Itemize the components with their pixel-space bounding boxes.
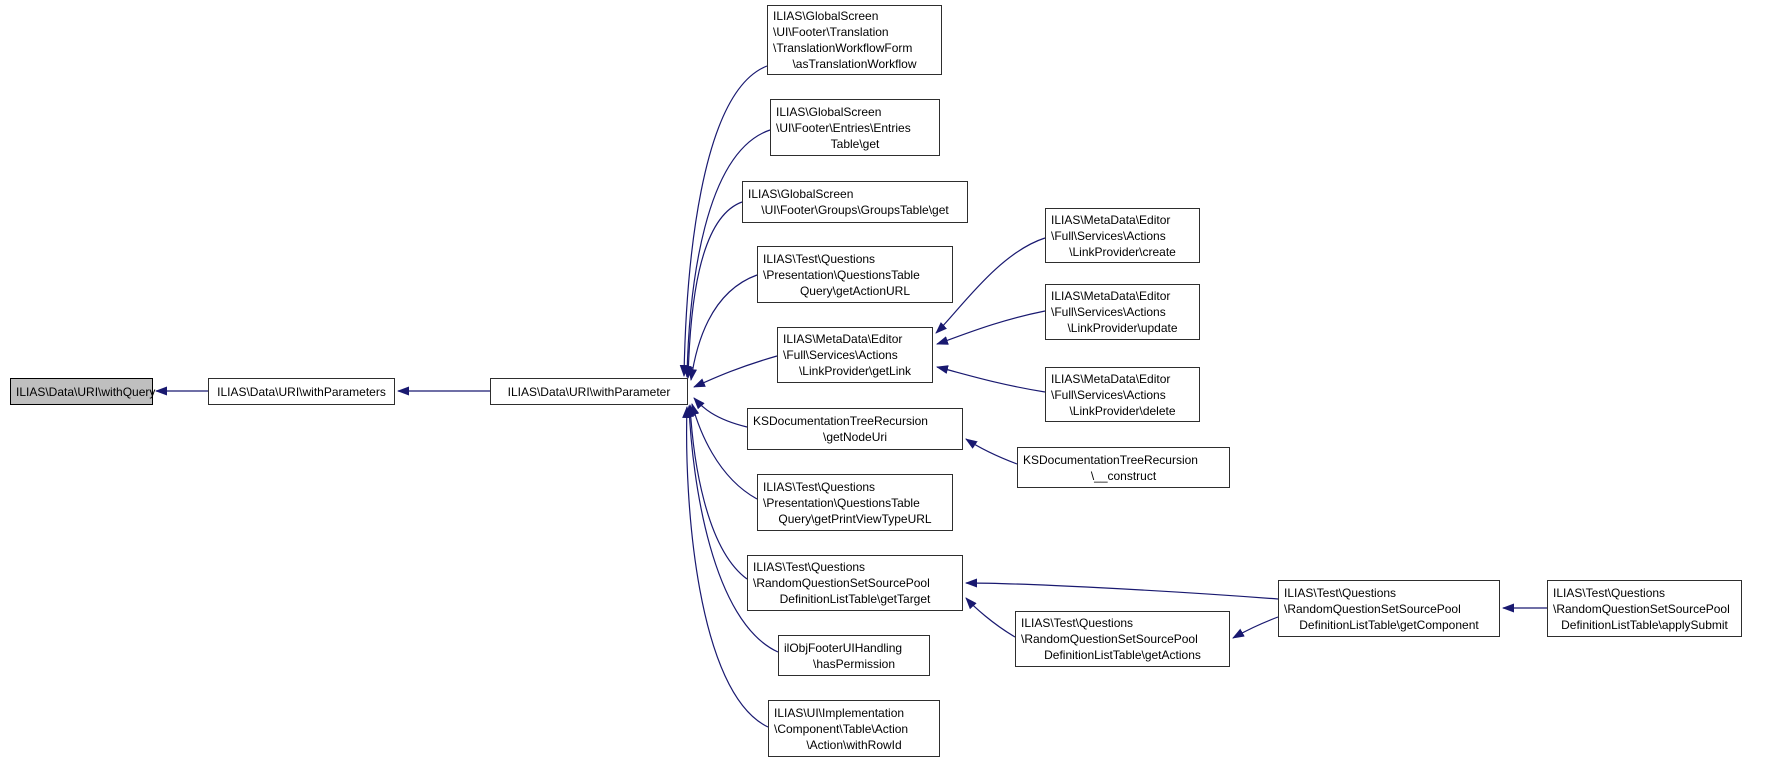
- node-label: \Presentation\QuestionsTable: [763, 267, 920, 282]
- node-label: DefinitionListTable\getActions: [1044, 648, 1201, 662]
- node-label: \Component\Table\Action: [774, 721, 909, 736]
- node-label: \LinkProvider\getLink: [798, 364, 912, 378]
- node-label: \RandomQuestionSetSourcePool: [1021, 632, 1198, 646]
- node-label: \Full\Services\Actions: [1051, 305, 1166, 319]
- node-ks-construct[interactable]: [1017, 447, 1230, 488]
- node-label: \UI\Footer\Translation: [773, 25, 889, 39]
- node-label: \getNodeUri: [822, 430, 888, 444]
- node-label: ILIAS\GlobalScreen: [773, 9, 879, 23]
- node-label: \UI\Footer\Groups\GroupsTable\get: [761, 203, 949, 217]
- node-label: ILIAS\GlobalScreen: [748, 187, 854, 201]
- node-label: DefinitionListTable\applySubmit: [1561, 617, 1728, 632]
- edge-getTarget-withParameter: [690, 405, 747, 579]
- node-label: \__construct: [1090, 468, 1157, 483]
- node-label: \LinkProvider\update: [1067, 321, 1178, 335]
- node-get-component[interactable]: [1278, 580, 1500, 637]
- edge-getLink-withParameter: [694, 356, 777, 387]
- node-label: ILIAS\UI\Implementation: [774, 705, 905, 720]
- edge-getComponent-getTarget: [966, 583, 1278, 599]
- node-with-parameters[interactable]: [208, 378, 395, 405]
- node-get-node-uri[interactable]: [747, 408, 963, 450]
- node-label: ILIAS\Test\Questions: [1021, 616, 1134, 630]
- node-label: \RandomQuestionSetSourcePool: [753, 576, 930, 590]
- edge-getActions-getTarget: [966, 598, 1015, 637]
- edge-getComponent-getActions: [1233, 617, 1278, 638]
- node-label: KSDocumentationTreeRecursion: [753, 414, 928, 428]
- node-label: ILIAS\MetaData\Editor: [1051, 371, 1171, 386]
- node-apply-submit[interactable]: [1547, 580, 1742, 637]
- node-label: ILIAS\MetaData\Editor: [1051, 212, 1171, 227]
- node-label: ILIAS\Data\URI\withParameter: [507, 384, 671, 399]
- node-label: ilObjFooterUIHandling: [784, 640, 903, 655]
- node-label: \RandomQuestionSetSourcePool: [1553, 601, 1730, 616]
- node-label: \Presentation\QuestionsTable: [763, 495, 920, 510]
- node-label: \RandomQuestionSetSourcePool: [1284, 601, 1461, 616]
- node-label: ILIAS\MetaData\Editor: [783, 332, 903, 346]
- node-label: ILIAS\Test\Questions: [763, 479, 876, 494]
- node-label: \asTranslationWorkflow: [792, 57, 917, 71]
- node-label: ILIAS\Test\Questions: [1553, 585, 1666, 600]
- node-entries-table-get[interactable]: [770, 99, 940, 156]
- node-label: \LinkProvider\create: [1069, 244, 1176, 259]
- node-label: \Action\withRowId: [806, 737, 902, 752]
- node-label: ILIAS\MetaData\Editor: [1051, 289, 1171, 303]
- edge-linkProviderDelete-getLink: [937, 367, 1045, 392]
- edge-getActionURL-withParameter: [691, 275, 757, 380]
- node-label: ILIAS\Data\URI\withQuery: [16, 384, 156, 399]
- node-label: Table\get: [830, 136, 880, 151]
- node-get-target[interactable]: [747, 555, 963, 611]
- node-label: Query\getActionURL: [799, 283, 911, 298]
- edge-getNodeUri-withParameter: [694, 398, 747, 427]
- node-label: KSDocumentationTreeRecursion: [1023, 452, 1198, 467]
- node-link-provider-update[interactable]: [1045, 284, 1200, 340]
- node-has-permission[interactable]: [778, 635, 930, 676]
- node-get-actions[interactable]: [1015, 611, 1230, 667]
- edge-groupsTableGet-withParameter: [688, 202, 742, 378]
- node-label: \Full\Services\Actions: [1051, 228, 1166, 243]
- edge-linkProviderUpdate-getLink: [937, 311, 1045, 344]
- node-label: ILIAS\Data\URI\withParameters: [217, 384, 386, 399]
- node-label: \Full\Services\Actions: [1051, 387, 1166, 402]
- node-label: Query\getPrintViewTypeURL: [778, 511, 932, 526]
- node-get-action-url[interactable]: [757, 246, 953, 303]
- node-label: \hasPermission: [812, 656, 896, 671]
- node-label: \LinkProvider\delete: [1069, 403, 1176, 418]
- node-get-print-view-type-url[interactable]: [757, 474, 953, 531]
- node-label: ILIAS\Test\Questions: [763, 251, 876, 266]
- node-label: \UI\Footer\Entries\Entries: [776, 120, 911, 135]
- node-groups-table-get[interactable]: [742, 181, 968, 223]
- node-with-row-id[interactable]: [768, 700, 940, 757]
- node-as-translation-workflow[interactable]: [767, 5, 942, 75]
- node-link-provider-delete[interactable]: [1045, 367, 1200, 422]
- node-label: \Full\Services\Actions: [783, 348, 898, 362]
- node-link-provider-get-link[interactable]: [777, 327, 933, 383]
- edge-ksConstruct-getNodeUri: [966, 439, 1017, 464]
- node-label: \TranslationWorkflowForm: [773, 41, 913, 55]
- node-label: DefinitionListTable\getTarget: [779, 592, 931, 606]
- node-label: ILIAS\Test\Questions: [753, 560, 866, 574]
- node-with-query: [10, 378, 156, 405]
- node-link-provider-create[interactable]: [1045, 208, 1200, 263]
- node-label: DefinitionListTable\getComponent: [1299, 617, 1479, 632]
- node-label: ILIAS\Test\Questions: [1284, 585, 1397, 600]
- node-with-parameter[interactable]: [490, 378, 688, 405]
- node-label: ILIAS\GlobalScreen: [776, 104, 882, 119]
